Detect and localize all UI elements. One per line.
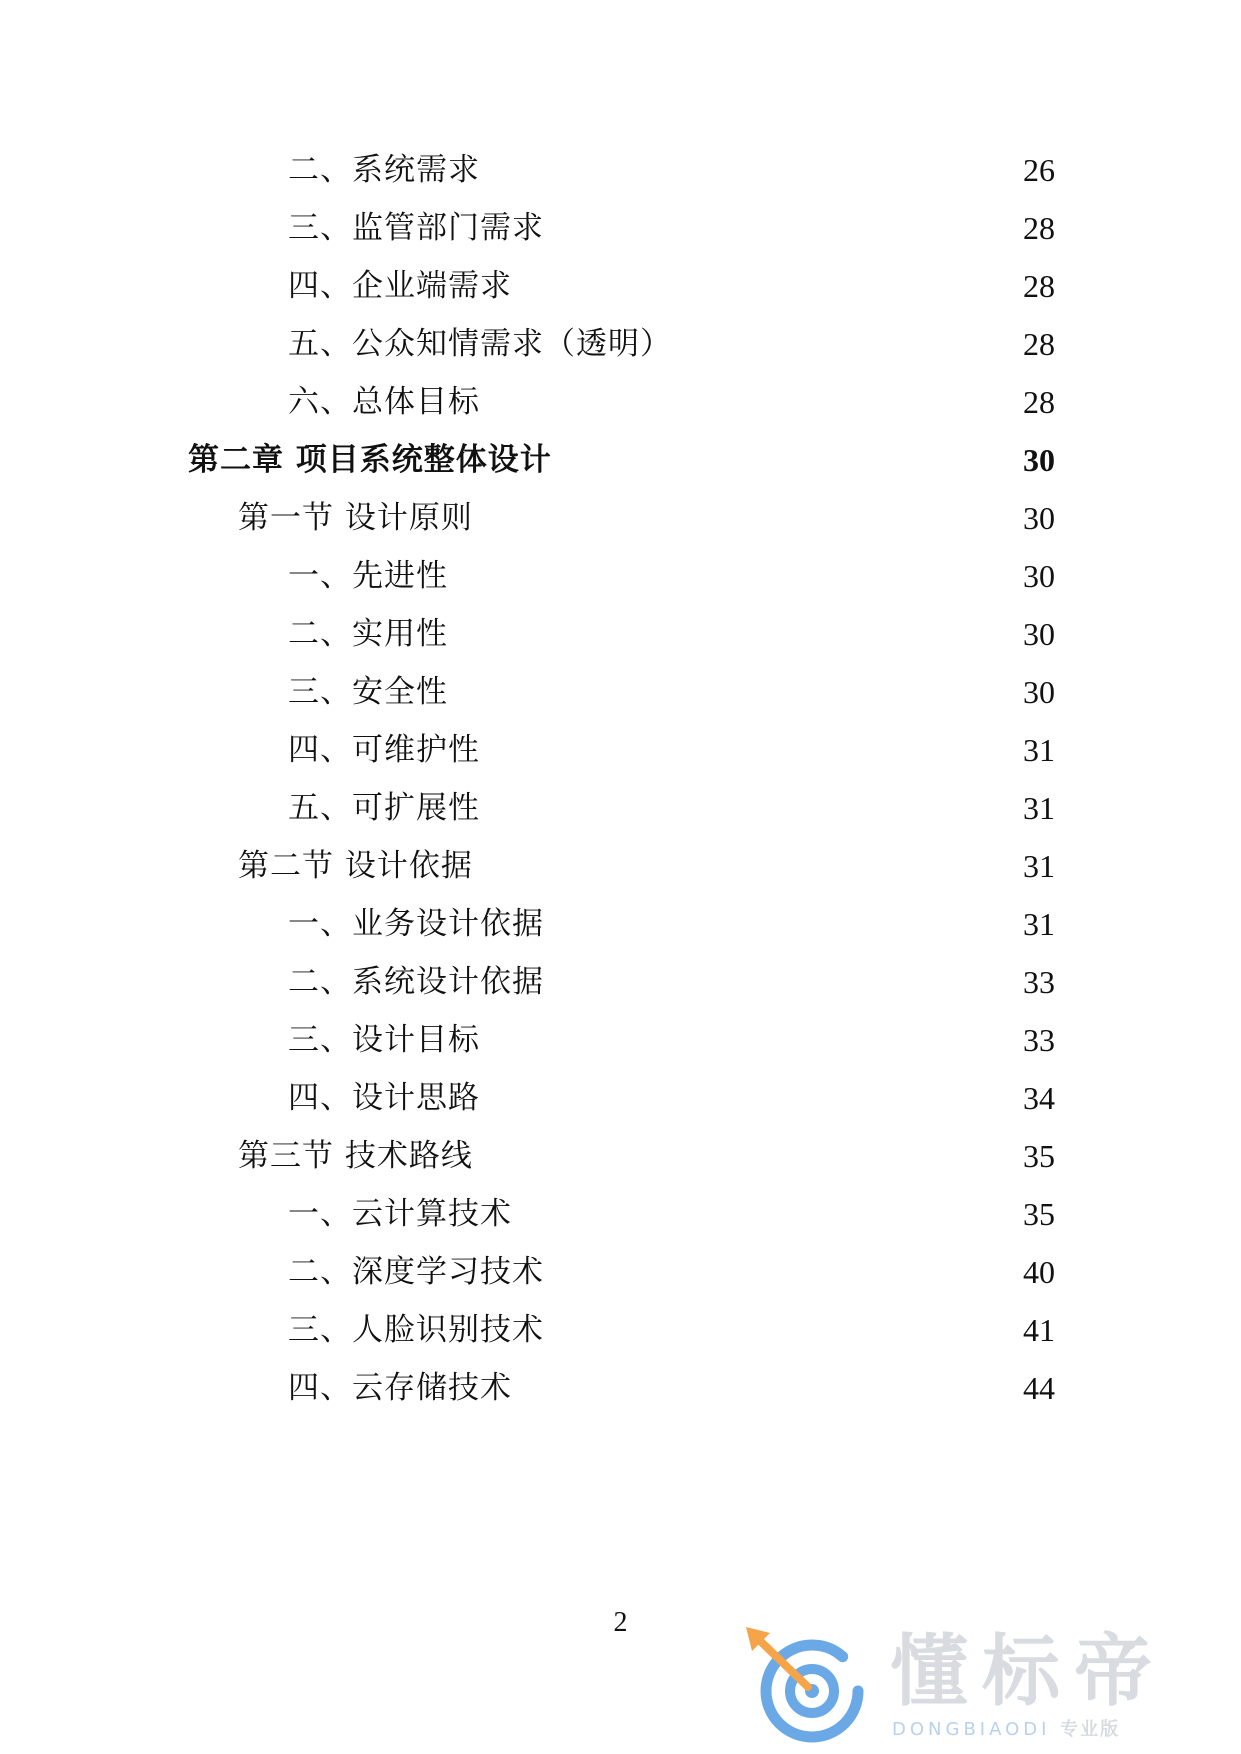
toc-entry[interactable] <box>0 783 1241 833</box>
toc-entry-page: 28 <box>1023 384 1055 420</box>
toc-entry-title: 第二章 项目系统整体设计 <box>188 442 552 478</box>
toc-entry-title: 三、设计目标 <box>288 1022 480 1058</box>
toc-entry-page: 31 <box>1023 790 1055 826</box>
toc-entry[interactable] <box>0 203 1241 253</box>
toc-section-entry[interactable] <box>0 1131 1241 1181</box>
toc-entry[interactable] <box>0 609 1241 659</box>
toc-entry-page: 28 <box>1023 268 1055 304</box>
toc-entry-page: 30 <box>1023 674 1055 710</box>
toc-entry-page: 40 <box>1023 1254 1055 1290</box>
toc-entry-title: 一、先进性 <box>288 558 448 594</box>
toc-chapter-entry[interactable] <box>0 435 1241 485</box>
watermark-latin: DONGBIAODI <box>892 1719 1051 1740</box>
toc-entry-title: 三、安全性 <box>288 674 448 710</box>
toc-entry[interactable] <box>0 667 1241 717</box>
toc-entry[interactable] <box>0 1073 1241 1123</box>
toc-entry-title: 三、监管部门需求 <box>288 210 544 246</box>
toc-entry-page: 41 <box>1023 1312 1055 1348</box>
toc-entry-page: 33 <box>1023 964 1055 1000</box>
toc-entry[interactable] <box>0 1015 1241 1065</box>
toc-entry-page: 35 <box>1023 1196 1055 1232</box>
toc-entry-title: 第二节 设计依据 <box>238 848 473 884</box>
toc-entry-page: 30 <box>1023 616 1055 652</box>
toc-entry-title: 二、系统设计依据 <box>288 964 544 1000</box>
toc-entry-page: 31 <box>1023 732 1055 768</box>
watermark-edition: 专业版 <box>1060 1719 1121 1740</box>
target-arrow-logo-icon <box>740 1625 870 1745</box>
toc-entry[interactable] <box>0 899 1241 949</box>
toc-entry-title: 二、实用性 <box>288 616 448 652</box>
toc-entry-page: 44 <box>1023 1370 1055 1406</box>
toc-entry[interactable] <box>0 145 1241 195</box>
watermark-brand: 懂标帝 <box>890 1627 1167 1717</box>
toc-entry-title: 一、业务设计依据 <box>288 906 544 942</box>
toc-entry-page: 30 <box>1023 500 1055 536</box>
toc-entry[interactable] <box>0 1305 1241 1355</box>
toc-entry-page: 31 <box>1023 906 1055 942</box>
toc-entry[interactable] <box>0 319 1241 369</box>
toc-entry-title: 三、人脸识别技术 <box>288 1312 544 1348</box>
toc-entry-page: 34 <box>1023 1080 1055 1116</box>
watermark <box>740 1625 1220 1745</box>
toc-section-entry[interactable] <box>0 493 1241 543</box>
toc-entry[interactable] <box>0 261 1241 311</box>
toc-entry-page: 28 <box>1023 326 1055 362</box>
toc-entry-page: 30 <box>1023 442 1055 478</box>
toc-entry-title: 四、设计思路 <box>288 1080 480 1116</box>
toc-entry[interactable] <box>0 1189 1241 1239</box>
toc-entry-page: 33 <box>1023 1022 1055 1058</box>
toc-entry[interactable] <box>0 1247 1241 1297</box>
toc-entry-title: 五、公众知情需求（透明） <box>288 326 672 362</box>
toc-entry[interactable] <box>0 725 1241 775</box>
toc-entry-page: 26 <box>1023 152 1055 188</box>
toc-entry-title: 六、总体目标 <box>288 384 480 420</box>
toc-entry-title: 第三节 技术路线 <box>238 1138 473 1174</box>
watermark-subtitle <box>892 1719 1120 1741</box>
toc-entry-title: 四、可维护性 <box>288 732 480 768</box>
toc-entry-title: 二、深度学习技术 <box>288 1254 544 1290</box>
toc-entry-title: 二、系统需求 <box>288 152 480 188</box>
toc-entry[interactable] <box>0 1363 1241 1413</box>
toc-entry[interactable] <box>0 377 1241 427</box>
toc-section-entry[interactable] <box>0 841 1241 891</box>
toc-entry-page: 28 <box>1023 210 1055 246</box>
toc-entry-title: 五、可扩展性 <box>288 790 480 826</box>
page-number: 2 <box>613 1607 628 1638</box>
toc-entry-title: 第一节 设计原则 <box>238 500 473 536</box>
toc-entry-page: 31 <box>1023 848 1055 884</box>
toc-entry-title: 一、云计算技术 <box>288 1196 512 1232</box>
toc-entry-title: 四、云存储技术 <box>288 1370 512 1406</box>
toc-entry-title: 四、企业端需求 <box>288 268 512 304</box>
toc-entry-page: 30 <box>1023 558 1055 594</box>
toc-entry-page: 35 <box>1023 1138 1055 1174</box>
toc-entry[interactable] <box>0 551 1241 601</box>
toc-entry[interactable] <box>0 957 1241 1007</box>
